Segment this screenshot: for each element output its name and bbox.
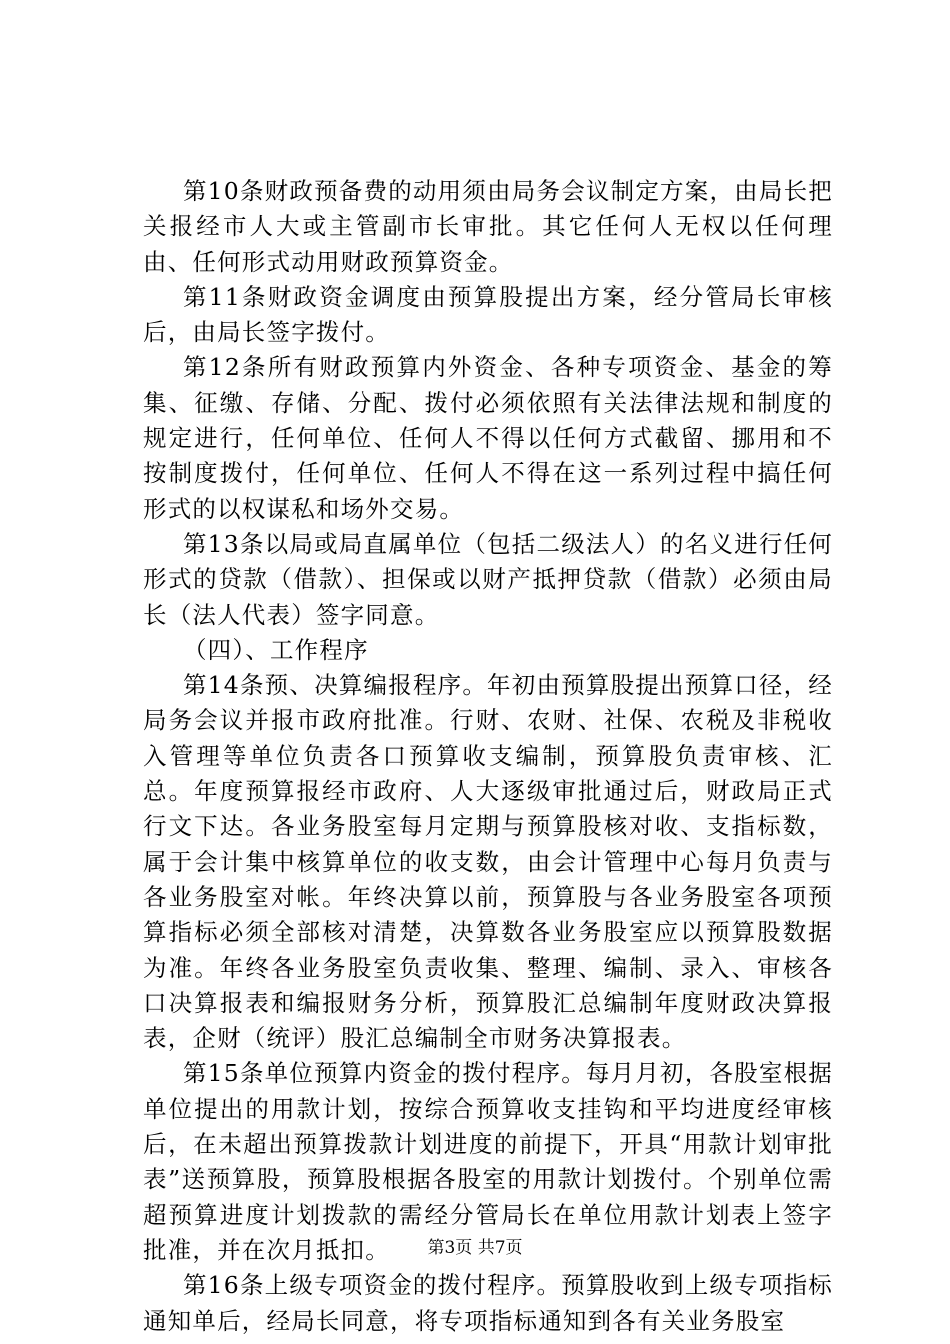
page-number: 第3页 — [427, 1238, 473, 1258]
paragraph-article-12: 第12条所有财政预算内外资金、各种专项资金、基金的筹集、征缴、存储、分配、拨付必须依照有关法律法规和制度的规定进行，任何单位、任何人不得以任何方式截留、挪用和不按制度拨付，任何单位、任何人不得在这一系列过程中搞任何形式的以权谋私和场外交易。 — [143, 353, 833, 523]
page-total: 共7页 — [477, 1238, 523, 1258]
paragraph-article-10: 第10条财政预备费的动用须由局务会议制定方案，由局长把关报经市人大或主管副市长审批。其它任何人无权以任何理由、任何形式动用财政预算资金。 — [143, 177, 833, 276]
document-body — [143, 174, 833, 1339]
paragraph-article-15: 第15条单位预算内资金的拨付程序。每月月初，各股室根据单位提出的用款计划，按综合预算收支挂钩和平均进度经审核后，在未超出预算拨款计划进度的前提下，开具“用款计划审批表”送预算股，预算股根据各股室的用款计划拨付。个别单位需超预算进度计划拨款的需经分管局长在单位用款计划表上签字批准，并在次月抵扣。 — [143, 1059, 833, 1264]
paragraph-article-13: 第13条以局或局直属单位（包括二级法人）的名义进行任何形式的贷款（借款）、担保或以财产抵押贷款（借款）必须由局长（法人代表）签字同意。 — [143, 529, 833, 629]
paragraph-article-11: 第11条财政资金调度由预算股提出方案，经分管局长审核后，由局长签字拨付。 — [143, 282, 833, 347]
section-heading-work-procedure: （四）、工作程序 — [182, 635, 369, 664]
page-footer — [0, 1236, 950, 1260]
paragraph-article-14: 第14条预、决算编报程序。年初由预算股提出预算口径，经局务会议并报市政府批准。行财、农财、社保、农税及非税收入管理等单位负责各口预算收支编制，预算股负责审核、汇总。年度预算报经市政府、人大逐级审批通过后，财政局正式行文下达。各业务股室每月定期与预算股核对收、支指标数，属于会计集中核算单位的收支数，由会计管理中心每月负责与各业务股室对帐。年终决算以前，预算股与各业务股室各项预算指标必须全部核对清楚，决算数各业务股室应以预算股数据为准。年终各业务股室负责收集、整理、编制、录入、审核各口决算报表和编报财务分析，预算股汇总编制年度财政决算报表，企财（统评）股汇总编制全市财务决算报表。 — [143, 671, 833, 1053]
paragraph-article-16: 第16条上级专项资金的拨付程序。预算股收到上级专项指标通知单后，经局长同意，将专项指标通知到各有关业务股室 — [143, 1271, 833, 1335]
